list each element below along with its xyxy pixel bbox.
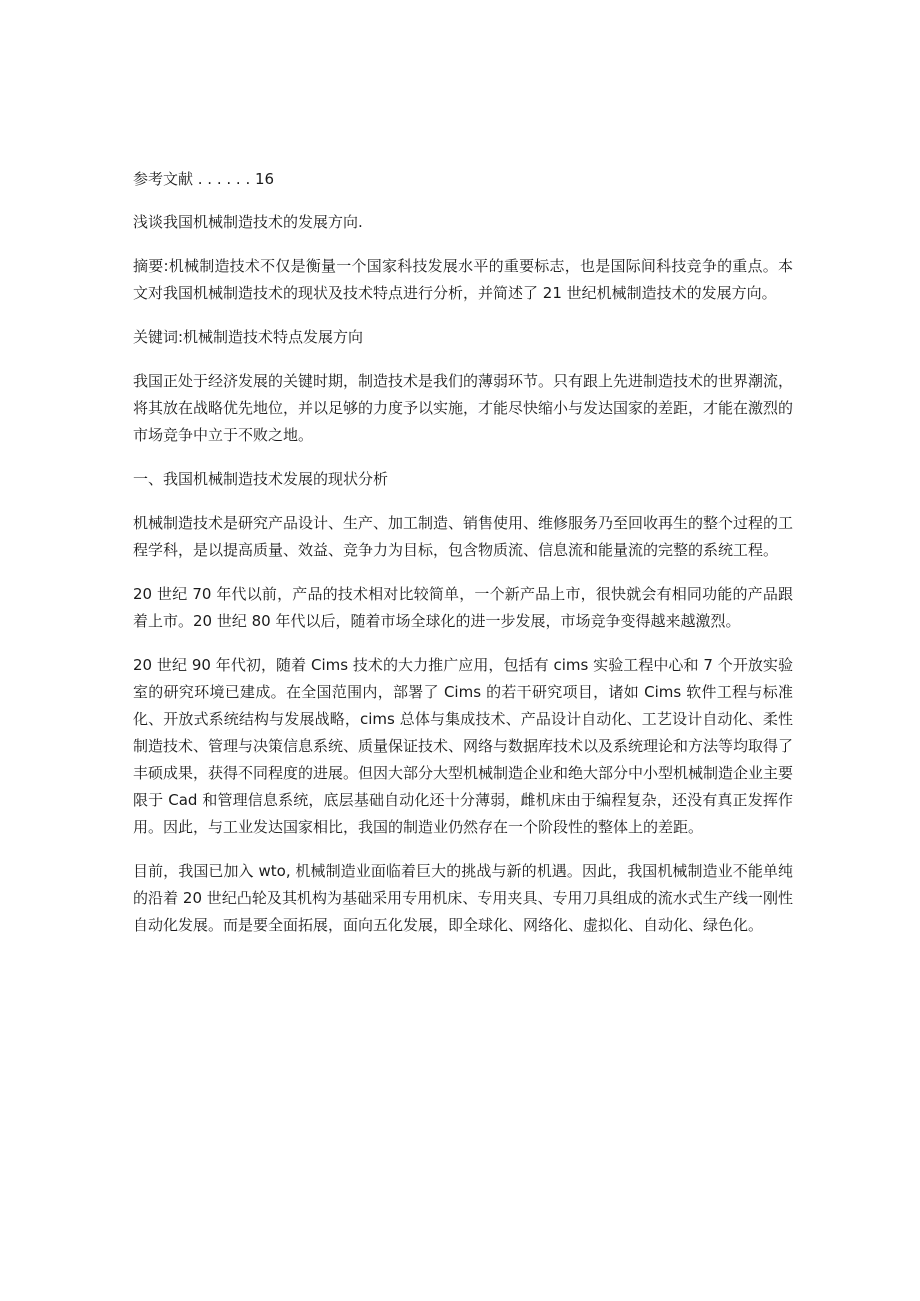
body-paragraph: 20 世纪 90 年代初，随着 Cims 技术的大力推广应用，包括有 cims 实验工程中心和 7 个开放实验室的研究环境已建成。在全国范围内，部署了 Cims 的若干研究项目，诸如 Cims 软件工程与标准化、开放式系统结构与发展战略，cims 总体与集成技术、产品设计自动化、工艺设计自动化、柔性制造技术、管理与决策信息系统、质量保证技术、网络与数据库技术以及系统理论和方法等均取得了丰硕成果，获得不同程度的进展。但因大部分大型机械制造企业和绝大部分中小型机械制造企业主要限于 Cad 和管理信息系统，底层基础自动化还十分薄弱，雌机床由于编程复杂，还没有真正发挥作用。因此，与工业发达国家相比，我国的制造业仍然存在一个阶段性的整体上的差距。 [133,656,794,836]
document-body [133,166,793,956]
document-title: 浅谈我国机械制造技术的发展方向. [133,213,363,231]
section-heading: 一、我国机械制造技术发展的现状分析 [133,470,389,488]
body-paragraph: 目前，我国已加入 wto, 机械制造业面临着巨大的挑战与新的机遇。因此，我国机械制造业不能单纯的沿着 20 世纪凸轮及其机构为基础采用专用机床、专用夹具、专用刀具组成的流水式生产线一刚性自动化发展。而是要全面拓展，面向五化发展，即全球化、网络化、虚拟化、自动化、绿色化。 [133,862,793,934]
body-paragraph: 20 世纪 70 年代以前，产品的技术相对比较简单，一个新产品上市，很快就会有相同功能的产品跟着上市。20 世纪 80 年代以后，随着市场全球化的进一步发展，市场竞争变得越来越激烈。 [133,585,793,630]
toc-line-references: 参考文献 . . . . . . 16 [133,170,275,188]
intro-paragraph: 我国正处于经济发展的关键时期，制造技术是我们的薄弱环节。只有跟上先进制造技术的世界潮流，将其放在战略优先地位，并以足够的力度予以实施，才能尽快缩小与发达国家的差距，才能在激烈的市场竞争中立于不败之地。 [133,372,794,444]
body-paragraph: 机械制造技术是研究产品设计、生产、加工制造、销售使用、维修服务乃至回收再生的整个过程的工程学科，是以提高质量、效益、竞争力为目标，包含物质流、信息流和能量流的完整的系统工程。 [133,514,794,559]
keywords-line: 关键词:机械制造技术特点发展方向 [133,328,364,346]
abstract-paragraph: 摘要:机械制造技术不仅是衡量一个国家科技发展水平的重要标志，也是国际间科技竞争的重点。本文对我国机械制造技术的现状及技术特点进行分析，并简述了 21 世纪机械制造技术的发展方向。 [133,257,793,302]
